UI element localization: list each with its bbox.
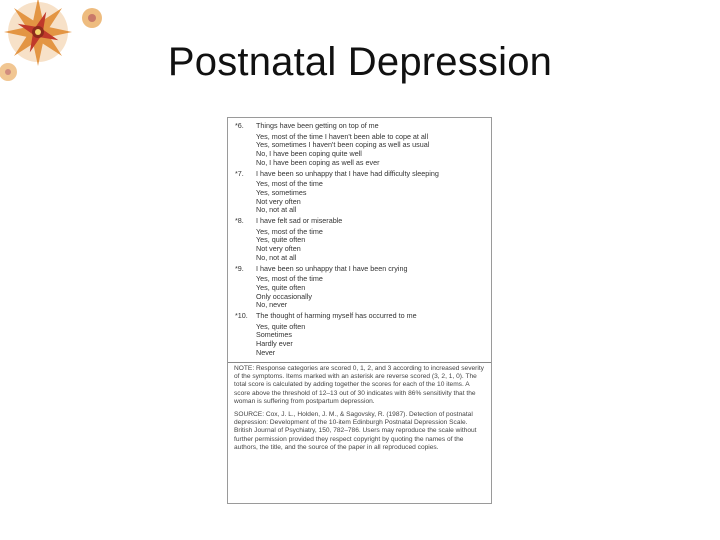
answer-option: Yes, quite often: [256, 282, 306, 292]
answer-option: Yes, most of the time: [256, 179, 323, 189]
slide-title: Postnatal Depression: [167, 40, 553, 84]
answer-option: Yes, quite often: [256, 235, 306, 245]
answer-option: No, I have been coping quite well: [256, 149, 362, 159]
answer-option: Yes, most of the time: [256, 226, 323, 236]
answer-option: No, not at all: [256, 205, 297, 215]
question-9: [228, 265, 491, 274]
question-10-options: [228, 323, 491, 358]
question-text: I have been so unhappy that I have been crying: [256, 263, 408, 273]
answer-option: Never: [256, 347, 276, 357]
question-8-options: [228, 228, 491, 263]
question-number: *7.: [235, 168, 244, 178]
question-7-options: [228, 180, 491, 215]
answer-option: Yes, most of the time I haven't been able to cope at all: [256, 131, 429, 141]
source-citation: SOURCE: Cox, J. L., Holden, J. M., & Sagovsky, R. (1987). Detection of postnatal depression: Development of the 10-item Edinburgh Postnatal Depression Scale. British Journal of Psychiatry, 150, 782–786. Users may reproduce the scale without further permission provided they respect copyright by quoting the names of the authors, the title, and the source of the paper in all reproduced copies.: [234, 410, 477, 452]
scoring-note: NOTE: Response categories are scored 0, 1, 2, and 3 according to increased severity of the symptoms. Items marked with an asterisk are reverse scored (3, 2, 1, 0). The total score is calculated by adding together the scores for each of the 10 items. A score above the threshold of 12–13 out of 30 indicates with 86% sensitivity that the woman is suffering from postpartum depression.: [228, 362, 491, 407]
answer-option: No, not at all: [256, 252, 297, 262]
answer-option: Not very often: [256, 196, 301, 206]
question-6-options: [228, 133, 491, 168]
questionnaire-document: [227, 117, 492, 504]
answer-option: Yes, quite often: [256, 321, 306, 331]
question-number: *6.: [235, 121, 244, 130]
question-6: [228, 122, 491, 131]
question-text: I have felt sad or miserable: [256, 216, 343, 226]
answer-option: Only occasionally: [256, 291, 312, 301]
question-number: *10.: [235, 311, 248, 321]
question-9-options: [228, 275, 491, 310]
question-10: [228, 312, 491, 321]
answer-option: Sometimes: [256, 330, 292, 340]
answer-option: Hardly ever: [256, 339, 293, 349]
question-8: [228, 217, 491, 226]
question-number: *8.: [235, 216, 244, 226]
answer-option: Yes, sometimes I haven't been coping as well as usual: [256, 140, 430, 150]
question-number: *9.: [235, 263, 244, 273]
answer-option: Yes, sometimes: [256, 187, 307, 197]
question-7: [228, 170, 491, 179]
answer-option: No, never: [256, 300, 288, 310]
question-text: The thought of harming myself has occurred to me: [256, 311, 417, 321]
question-text: Things have been getting on top of me: [256, 121, 379, 130]
answer-option: No, I have been coping as well as ever: [256, 157, 380, 167]
question-text: I have been so unhappy that I have had difficulty sleeping: [256, 168, 439, 178]
answer-option: Not very often: [256, 244, 301, 254]
answer-option: Yes, most of the time: [256, 274, 323, 284]
